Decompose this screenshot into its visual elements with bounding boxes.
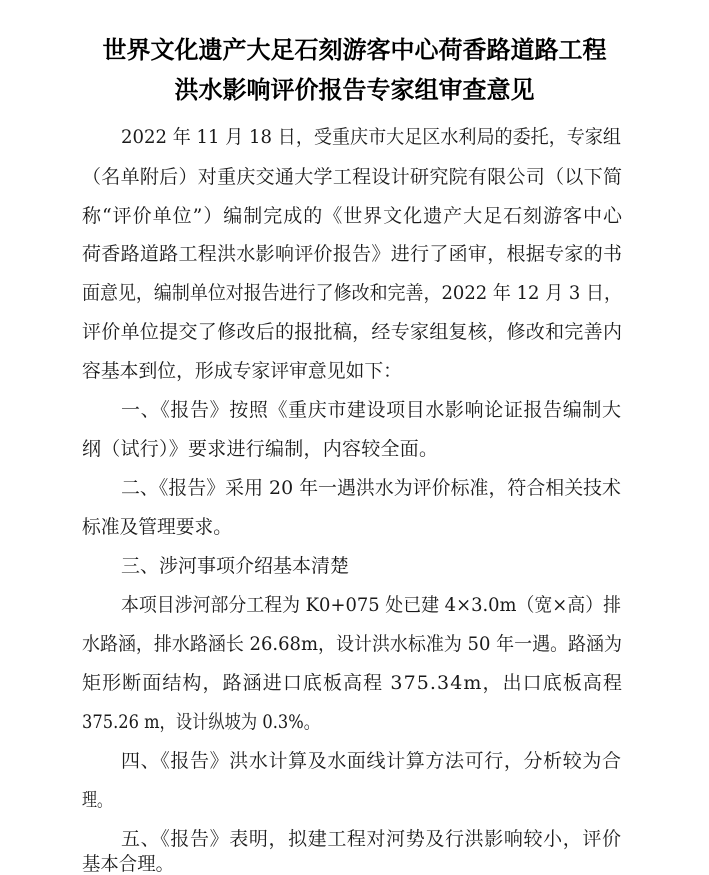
paragraph-line: 四、《报告》洪水计算及水面线计算方法可行，分析较为合 [121, 750, 622, 772]
paragraph-line: 2022 年 11 月 18 日，受重庆市大足区水利局的委托，专家组 [121, 126, 621, 148]
paragraph-line: 本项目涉河部分工程为 K0+075 处已建 4×3.0m（宽×高）排 [121, 594, 621, 616]
paragraph-line: 水路涵，排水路涵长 26.68m，设计洪水标准为 50 年一遇。路涵为 [82, 633, 622, 655]
paragraph-line: 容基本到位，形成专家评审意见如下： [82, 360, 402, 382]
paragraph-line: 矩形断面结构，路涵进口底板高程 375.34m，出口底板高程 [82, 672, 624, 694]
paragraph-line: 二、《报告》采用 20 年一遇洪水为评价标准，符合相关技术 [121, 477, 621, 499]
document-title-line-1: 世界文化遗产大足石刻游客中心荷香路道路工程 [102, 36, 607, 64]
paragraph-line: （名单附后）对重庆交通大学工程设计研究院有限公司（以下简 [82, 166, 623, 188]
paragraph-line: 评价单位提交了修改后的报批稿，经专家组复核，修改和完善内 [82, 321, 623, 343]
paragraph-line: 标准及管理要求。 [82, 516, 232, 538]
paragraph-line: 五、《报告》表明，拟建工程对河势及行洪影响较小，评价 [121, 828, 622, 850]
paragraph-line: 三、涉河事项介绍基本清楚 [121, 555, 349, 577]
paragraph-line: 375.26 m，设计纵坡为 0.3%。 [82, 711, 320, 733]
paragraph-line: 荷香路道路工程洪水影响评价报告》进行了函审，根据专家的书 [82, 243, 623, 265]
paragraph-line: 一、《报告》按照《重庆市建设项目水影响论证报告编制大 [121, 399, 622, 421]
paragraph-line: 纲（试行）》要求进行编制，内容较全面。 [82, 438, 439, 460]
paragraph-line: 基本合理。 [82, 853, 174, 875]
paragraph-line: 称“评价单位”）编制完成的《世界文化遗产大足石刻游客中心 [82, 205, 623, 227]
paragraph-line: 理。 [82, 789, 112, 811]
paragraph-line: 面意见，编制单位对报告进行了修改和完善，2022 年 12 月 3 日， [82, 282, 622, 304]
document-title-line-2: 洪水影响评价报告专家组审查意见 [174, 76, 535, 104]
